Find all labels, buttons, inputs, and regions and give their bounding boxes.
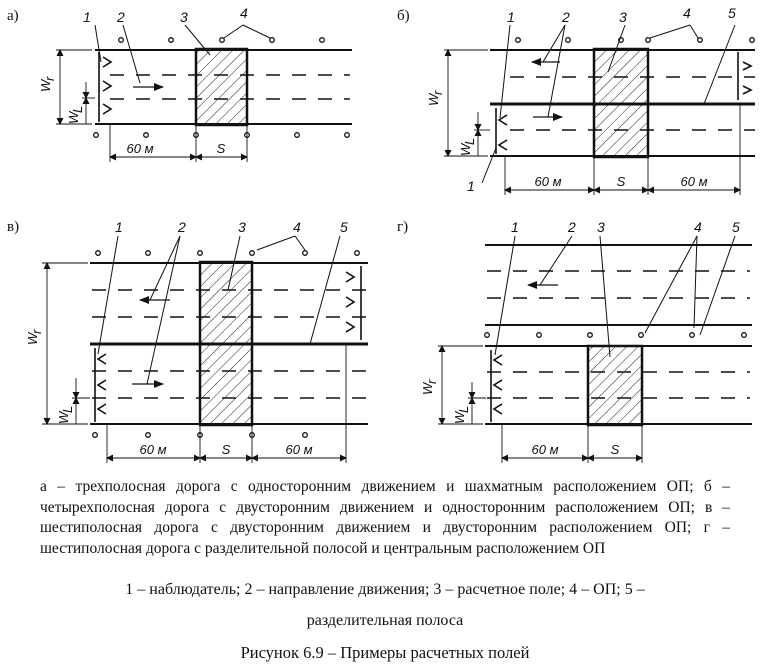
- label-2: 2: [178, 219, 186, 235]
- dim-60m: 60 м: [126, 141, 154, 156]
- calc-field: [196, 49, 247, 125]
- label-1: 1: [507, 9, 515, 25]
- dim-60m: 60 м: [139, 442, 167, 457]
- label-3: 3: [180, 9, 188, 25]
- label-3: 3: [238, 219, 246, 235]
- label-2: 2: [568, 219, 576, 235]
- observer-marks: [99, 52, 111, 122]
- dim-wl-sub: L: [70, 105, 85, 113]
- dim-wr-sub: r: [430, 90, 445, 95]
- observer-marks: [491, 350, 502, 422]
- dim-wr-sub: r: [424, 379, 439, 384]
- label-1: 1: [115, 219, 123, 235]
- panel-a-letter: а): [7, 8, 19, 24]
- dim-wr: W: [25, 332, 40, 345]
- dim-wl: W: [458, 143, 473, 156]
- dim-60m: 60 м: [534, 174, 562, 189]
- lamp-marks: [485, 333, 747, 338]
- label-1: 1: [511, 219, 519, 235]
- label-5: 5: [732, 219, 740, 235]
- panel-v-letter: в): [7, 219, 20, 235]
- label-3: 3: [619, 9, 627, 25]
- panel-v: [7, 219, 368, 463]
- label-4: 4: [683, 5, 691, 21]
- panel-g: [397, 219, 752, 463]
- dim-s: S: [610, 442, 620, 457]
- dim-60m-right: 60 м: [285, 442, 313, 457]
- label-1: 1: [83, 9, 91, 25]
- dim-s: S: [221, 442, 231, 457]
- label-4: 4: [240, 5, 248, 21]
- figure-title: Рисунок 6.9 – Примеры расчетных полей: [240, 643, 530, 662]
- dim-wl-sub: L: [462, 137, 477, 145]
- label-1-bottom: 1: [467, 178, 475, 194]
- caption-legend: 1 – наблюдатель; 2 – направление движения; 3 – расчетное поле; 4 – ОП; 5 –: [125, 581, 645, 598]
- dim-wr: W: [38, 79, 53, 92]
- dim-wr-sub: r: [42, 76, 57, 81]
- label-2: 2: [562, 9, 570, 25]
- dim-wl: W: [56, 411, 71, 424]
- dim-wr: W: [420, 382, 435, 395]
- panel-g-letter: г): [397, 219, 409, 235]
- caption-legend-continued: разделительная полоса: [306, 612, 464, 629]
- label-5: 5: [728, 5, 736, 21]
- calc-field: [588, 346, 642, 425]
- label-4: 4: [293, 219, 301, 235]
- dim-s: S: [216, 141, 226, 156]
- dim-wr: W: [426, 93, 441, 106]
- dim-wr-sub: r: [29, 329, 44, 334]
- dim-60m: 60 м: [531, 442, 559, 457]
- dim-wl: W: [66, 111, 81, 124]
- dim-60m-right: 60 м: [680, 174, 708, 189]
- dim-wl-sub: L: [60, 405, 75, 413]
- dim-wl: W: [452, 411, 467, 424]
- dim-wl-sub: L: [456, 405, 471, 413]
- label-4: 4: [694, 219, 702, 235]
- label-2: 2: [117, 9, 125, 25]
- lamp-marks: [516, 38, 755, 43]
- panel-b-letter: б): [397, 8, 410, 24]
- label-5: 5: [340, 219, 348, 235]
- caption-description: а – трехполосная дорога с односторонним движением и шахматным расположением ОП; б – четырехполосная дорога с двусторонним движением и односторонним расположением ОП; в – шестиполосная дорога с двусторонним движением и двусторонним расположением ОП; г – шестиполосная дорога с разделительной полосой и центральным расположением ОП: [40, 478, 730, 557]
- dim-s: S: [616, 174, 626, 189]
- panel-a: [7, 5, 352, 162]
- panel-b: [397, 5, 755, 195]
- label-3: 3: [597, 219, 605, 235]
